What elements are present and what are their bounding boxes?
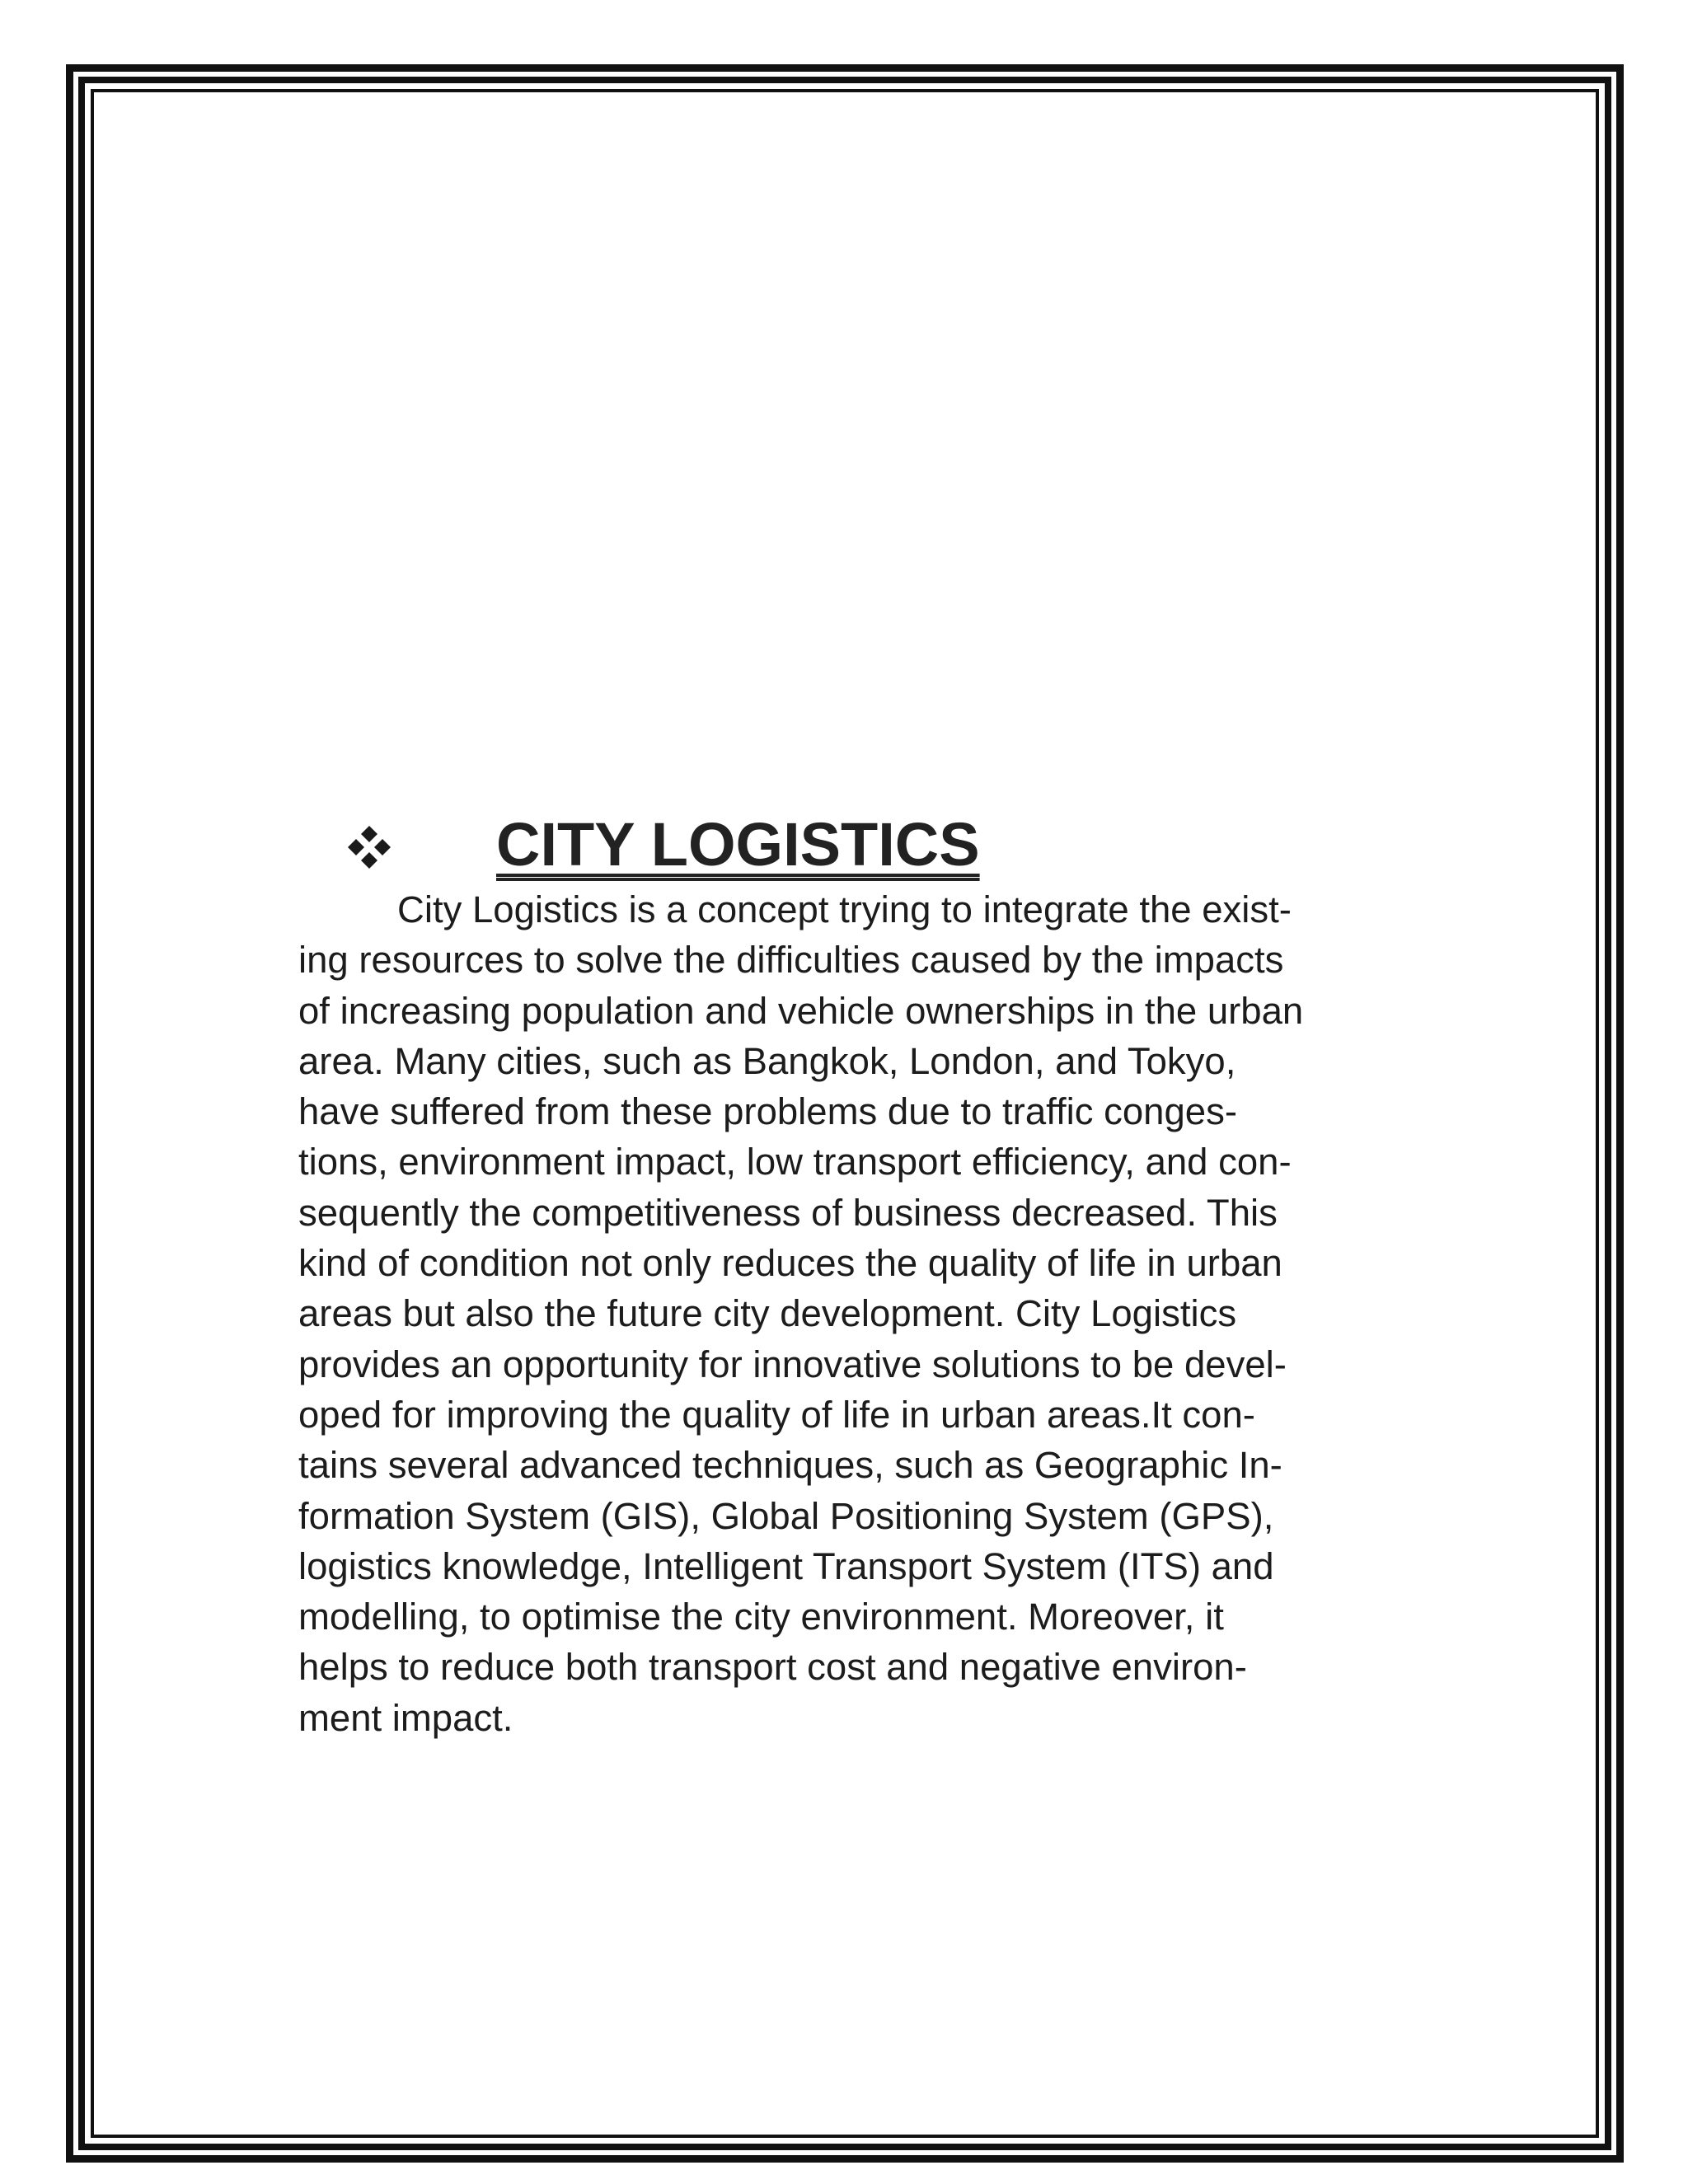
paragraph-line: ment impact. xyxy=(298,1696,513,1739)
paragraph-line: helps to reduce both transport cost and negative environ- xyxy=(298,1646,1247,1689)
paragraph-line: tains several advanced techniques, such as Geographic In- xyxy=(298,1444,1282,1487)
four-diamond-bullet-icon xyxy=(346,824,392,870)
paragraph-line: City Logistics is a concept trying to integrate the exist- xyxy=(397,888,1292,930)
paragraph-line: modelling, to optimise the city environment. Moreover, it xyxy=(298,1596,1224,1638)
paragraph-line: tions, environment impact, low transport efficiency, and con- xyxy=(298,1141,1292,1183)
paragraph-line: kind of condition not only reduces the quality of life in urban xyxy=(298,1242,1282,1285)
paragraph-line: oped for improving the quality of life in urban areas.It con- xyxy=(298,1393,1255,1436)
paragraph-line: have suffered from these problems due to traffic conges- xyxy=(298,1090,1237,1133)
paragraph-line: formation System (GIS), Global Positioning System (GPS), xyxy=(298,1494,1274,1537)
paragraph-line: of increasing population and vehicle ownerships in the urban xyxy=(298,989,1304,1032)
paragraph-line: area. Many cities, such as Bangkok, London, and Tokyo, xyxy=(298,1039,1236,1082)
page-title: CITY LOGISTICS xyxy=(496,810,980,879)
body-paragraph xyxy=(298,884,1535,1743)
paragraph-line: logistics knowledge, Intelligent Transport System (ITS) and xyxy=(298,1544,1274,1587)
paragraph-line: sequently the competitiveness of business decreased. This xyxy=(298,1191,1278,1234)
paragraph-line: areas but also the future city development. City Logistics xyxy=(298,1292,1237,1335)
paragraph-line: provides an opportunity for innovative solutions to be devel- xyxy=(298,1343,1287,1385)
paragraph-line: ing resources to solve the difficulties caused by the impacts xyxy=(298,939,1284,982)
